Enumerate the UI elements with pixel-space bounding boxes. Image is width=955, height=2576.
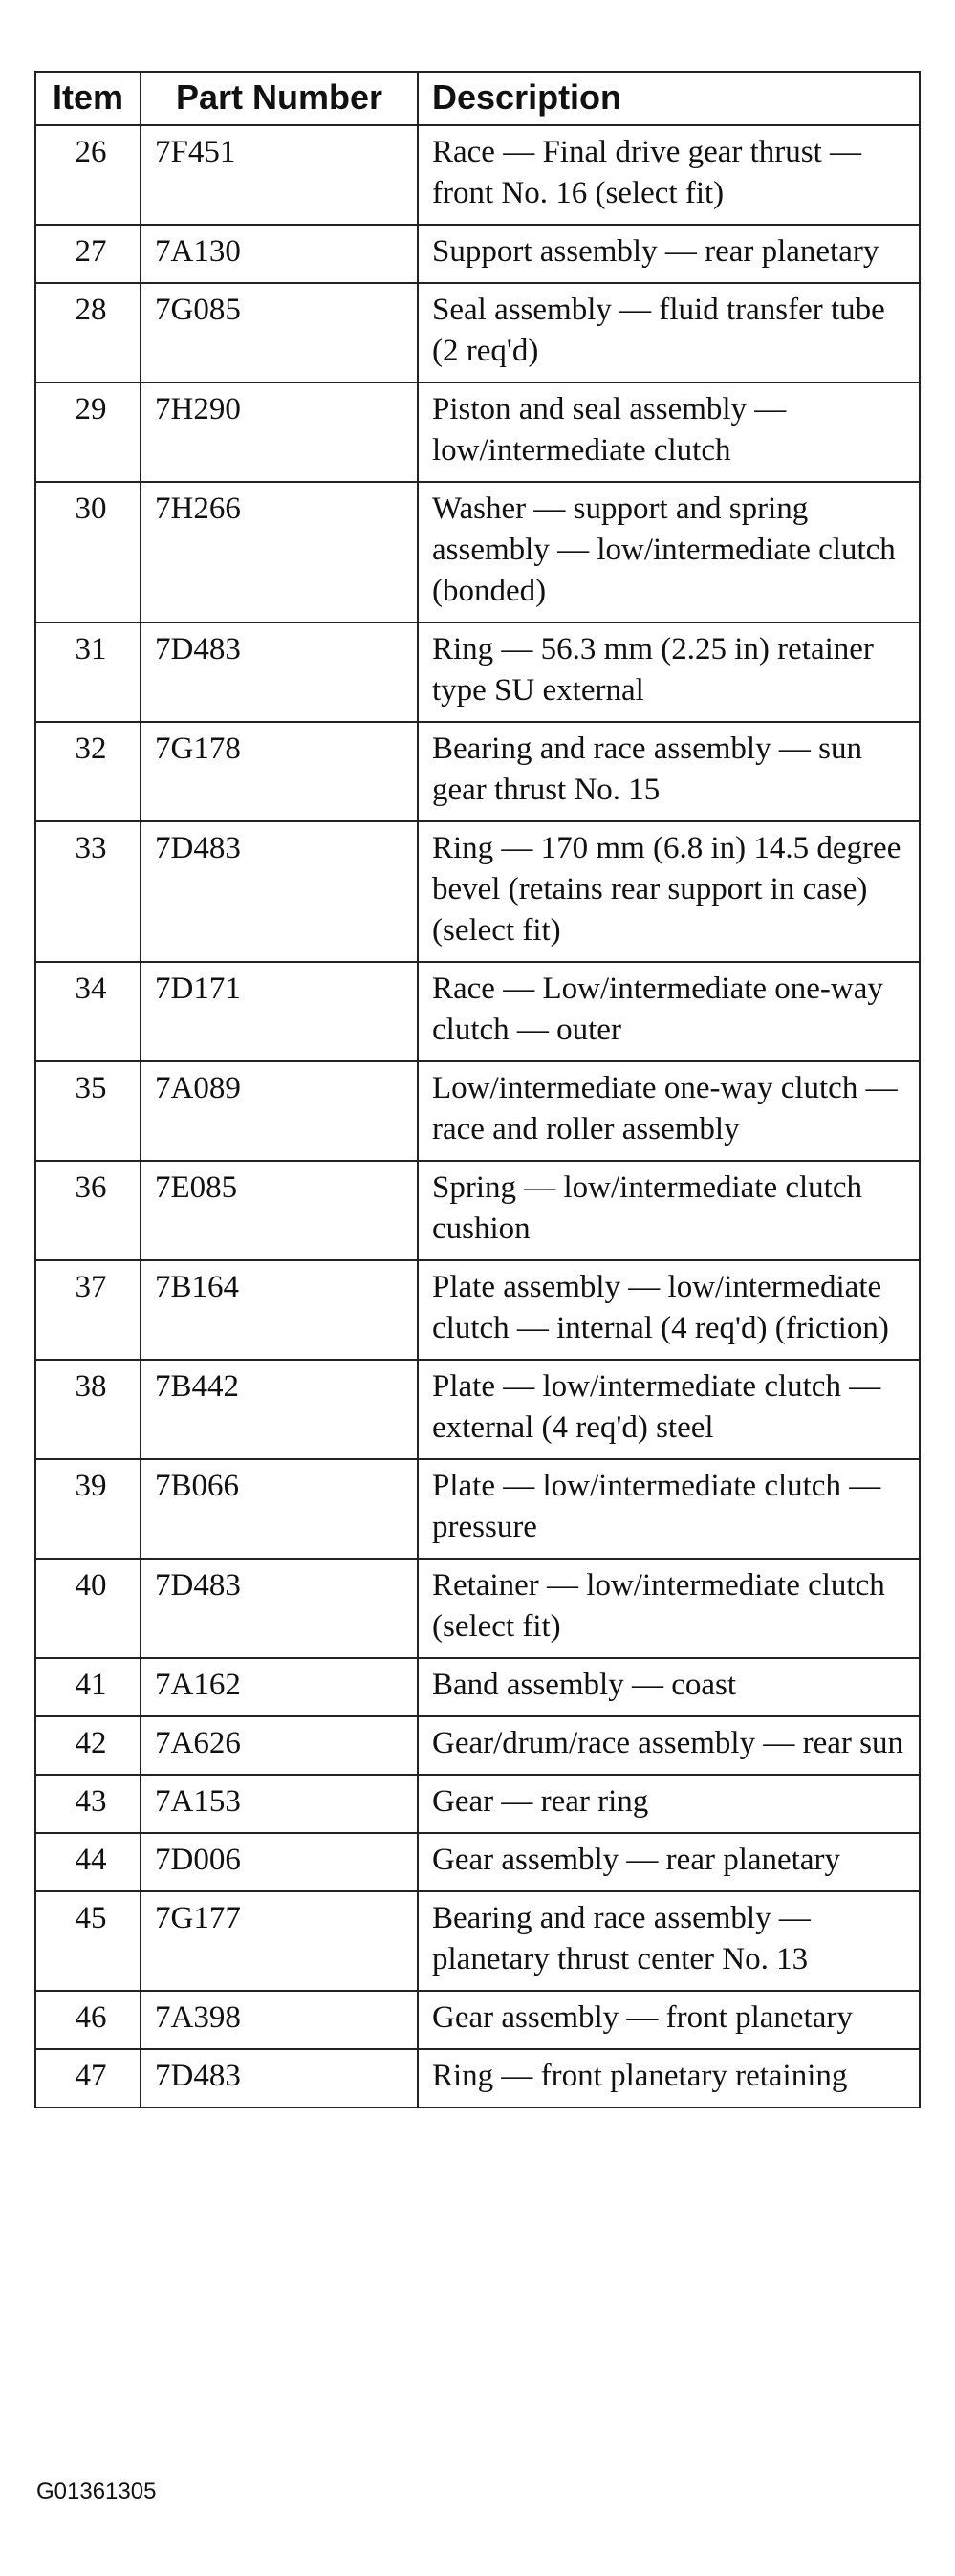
part-number-cell: 7F451 [141,125,418,225]
description-cell: Washer — support and spring assembly — low/intermediate clutch (bonded) [418,482,920,622]
description-cell: Ring — 56.3 mm (2.25 in) retainer type SU external [418,622,920,722]
item-cell: 32 [35,722,141,821]
description-cell: Plate — low/intermediate clutch — pressure [418,1459,920,1559]
table-header-row [35,72,920,125]
item-cell: 42 [35,1716,141,1775]
part-number-cell: 7E085 [141,1161,418,1260]
item-cell: 41 [35,1658,141,1716]
table-row [35,1559,920,1658]
part-number-cell: 7D006 [141,1833,418,1891]
table-row [35,622,920,722]
table-row [35,1716,920,1775]
description-cell: Low/intermediate one-way clutch — race and roller assembly [418,1061,920,1161]
part-number-cell: 7H266 [141,482,418,622]
part-number-cell: 7A153 [141,1775,418,1833]
item-cell: 33 [35,821,141,962]
part-number-cell: 7G178 [141,722,418,821]
table-row [35,962,920,1061]
figure-caption: G01361305 [36,2478,157,2504]
item-cell: 34 [35,962,141,1061]
description-cell: Spring — low/intermediate clutch cushion [418,1161,920,1260]
table-row [35,1891,920,1991]
table-row [35,1459,920,1559]
header-description: Description [418,72,920,125]
table-row [35,1260,920,1360]
table-row [35,2049,920,2107]
table-row [35,283,920,382]
description-cell: Gear — rear ring [418,1775,920,1833]
table-row [35,125,920,225]
description-cell: Ring — front planetary retaining [418,2049,920,2107]
part-number-cell: 7D483 [141,1559,418,1658]
description-cell: Race — Final drive gear thrust — front No. 16 (select fit) [418,125,920,225]
table-row [35,821,920,962]
header-item: Item [35,72,141,125]
table-row [35,1360,920,1459]
item-cell: 36 [35,1161,141,1260]
item-cell: 26 [35,125,141,225]
part-number-cell: 7D483 [141,622,418,722]
table-row [35,1833,920,1891]
header-part-number: Part Number [141,72,418,125]
description-cell: Race — Low/intermediate one-way clutch — outer [418,962,920,1061]
item-cell: 29 [35,382,141,482]
description-cell: Support assembly — rear planetary [418,225,920,283]
item-cell: 31 [35,622,141,722]
item-cell: 40 [35,1559,141,1658]
item-cell: 35 [35,1061,141,1161]
table-row [35,722,920,821]
description-cell: Gear assembly — front planetary [418,1991,920,2049]
table-row [35,1991,920,2049]
table-row [35,1161,920,1260]
description-cell: Ring — 170 mm (6.8 in) 14.5 degree bevel (retains rear support in case) (select fit) [418,821,920,962]
description-cell: Gear assembly — rear planetary [418,1833,920,1891]
description-cell: Bearing and race assembly — planetary thrust center No. 13 [418,1891,920,1991]
item-cell: 46 [35,1991,141,2049]
table-row [35,482,920,622]
item-cell: 27 [35,225,141,283]
item-cell: 45 [35,1891,141,1991]
table-row [35,1775,920,1833]
item-cell: 38 [35,1360,141,1459]
part-number-cell: 7G085 [141,283,418,382]
description-cell: Piston and seal assembly — low/intermediate clutch [418,382,920,482]
part-number-cell: 7B164 [141,1260,418,1360]
item-cell: 47 [35,2049,141,2107]
part-number-cell: 7A626 [141,1716,418,1775]
item-cell: 30 [35,482,141,622]
part-number-cell: 7D483 [141,821,418,962]
part-number-cell: 7A130 [141,225,418,283]
table-body [35,125,920,2107]
part-number-cell: 7G177 [141,1891,418,1991]
part-number-cell: 7A162 [141,1658,418,1716]
description-cell: Band assembly — coast [418,1658,920,1716]
item-cell: 39 [35,1459,141,1559]
part-number-cell: 7A089 [141,1061,418,1161]
part-number-cell: 7B066 [141,1459,418,1559]
parts-table [34,71,921,2108]
part-number-cell: 7D171 [141,962,418,1061]
table-row [35,225,920,283]
table-row [35,382,920,482]
description-cell: Plate — low/intermediate clutch — external (4 req'd) steel [418,1360,920,1459]
item-cell: 28 [35,283,141,382]
table-row [35,1658,920,1716]
part-number-cell: 7B442 [141,1360,418,1459]
part-number-cell: 7A398 [141,1991,418,2049]
description-cell: Plate assembly — low/intermediate clutch — internal (4 req'd) (friction) [418,1260,920,1360]
description-cell: Retainer — low/intermediate clutch (select fit) [418,1559,920,1658]
item-cell: 37 [35,1260,141,1360]
description-cell: Gear/drum/race assembly — rear sun [418,1716,920,1775]
part-number-cell: 7D483 [141,2049,418,2107]
description-cell: Seal assembly — fluid transfer tube (2 req'd) [418,283,920,382]
item-cell: 43 [35,1775,141,1833]
part-number-cell: 7H290 [141,382,418,482]
table-row [35,1061,920,1161]
item-cell: 44 [35,1833,141,1891]
description-cell: Bearing and race assembly — sun gear thrust No. 15 [418,722,920,821]
